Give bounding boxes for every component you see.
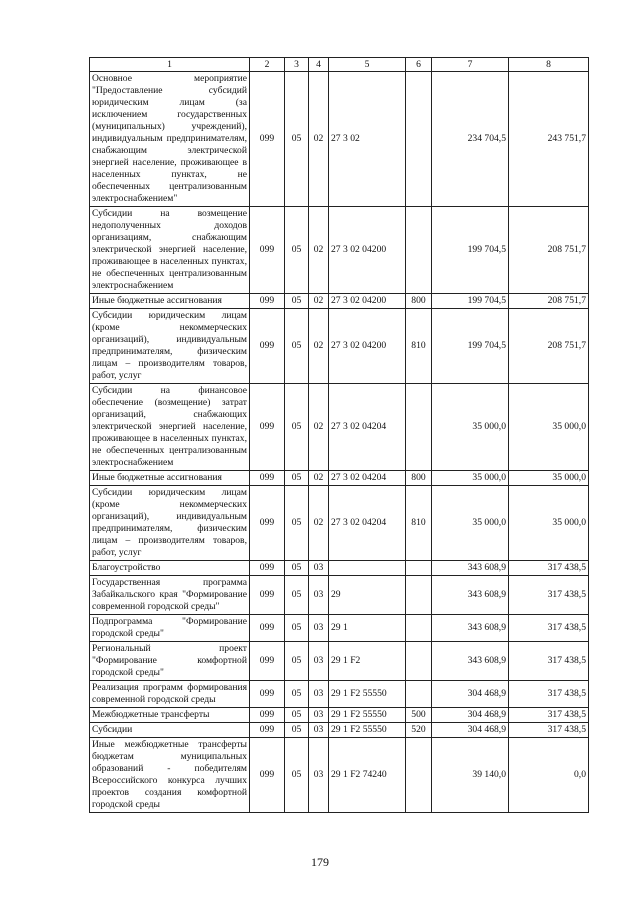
col-7-cell: 343 608,9 <box>432 615 509 642</box>
col-6-cell <box>406 384 432 471</box>
col-8-cell: 243 751,7 <box>509 72 589 207</box>
table-row <box>90 72 589 207</box>
col-4-cell: 03 <box>309 708 329 723</box>
col-8-cell: 35 000,0 <box>509 486 589 561</box>
col-8-cell: 317 438,5 <box>509 576 589 615</box>
col-3-cell: 05 <box>285 561 309 576</box>
col-3-cell: 05 <box>285 723 309 738</box>
col-5-cell: 27 3 02 04204 <box>329 486 406 561</box>
col-2-cell: 099 <box>250 723 285 738</box>
col-4-cell: 03 <box>309 723 329 738</box>
col-5-cell: 27 3 02 04200 <box>329 309 406 384</box>
col-3-cell: 05 <box>285 384 309 471</box>
col-4-cell: 03 <box>309 615 329 642</box>
col-3-cell: 05 <box>285 471 309 486</box>
header-cell: 3 <box>285 58 309 72</box>
col-3-cell: 05 <box>285 207 309 294</box>
table-row <box>90 471 589 486</box>
table-row <box>90 309 589 384</box>
col-4-cell: 03 <box>309 642 329 681</box>
table-row <box>90 723 589 738</box>
table-row <box>90 642 589 681</box>
col-7-cell: 35 000,0 <box>432 486 509 561</box>
col-6-cell: 810 <box>406 309 432 384</box>
budget-table <box>89 57 589 813</box>
header-cell: 4 <box>309 58 329 72</box>
col-7-cell: 304 468,9 <box>432 723 509 738</box>
col-7-cell: 35 000,0 <box>432 471 509 486</box>
row-name-cell: Основное мероприятие "Предоставление субсидий юридическим лицам (за исключением государственных (муниципальных) учреждений), индивидуальным предпринимателям, снабжающим электрической энергией население, проживающее в населенных пунктах, не обеспеченных централизованным электроснабжением" <box>90 72 250 207</box>
col-3-cell: 05 <box>285 615 309 642</box>
col-4-cell: 03 <box>309 738 329 813</box>
col-5-cell: 27 3 02 04204 <box>329 471 406 486</box>
table-row <box>90 384 589 471</box>
col-2-cell: 099 <box>250 642 285 681</box>
header-cell: 8 <box>509 58 589 72</box>
col-8-cell: 0,0 <box>509 738 589 813</box>
col-6-cell: 800 <box>406 471 432 486</box>
col-5-cell: 29 1 F2 55550 <box>329 723 406 738</box>
row-name-cell: Субсидии на финансовое обеспечение (возмещение) затрат организаций, снабжающих электрической энергией население, проживающее в населенных пунктах, не обеспеченных централизованным электроснабжением <box>90 384 250 471</box>
col-7-cell: 343 608,9 <box>432 642 509 681</box>
col-6-cell: 500 <box>406 708 432 723</box>
col-2-cell: 099 <box>250 294 285 309</box>
col-8-cell: 208 751,7 <box>509 309 589 384</box>
header-row <box>90 58 589 72</box>
col-2-cell: 099 <box>250 471 285 486</box>
table-row <box>90 486 589 561</box>
col-8-cell: 317 438,5 <box>509 723 589 738</box>
table-row <box>90 681 589 708</box>
row-name-cell: Иные межбюджетные трансферты бюджетам муниципальных образований - победителям Всероссийского конкурса лучших проектов создания комфортной городской среды <box>90 738 250 813</box>
col-2-cell: 099 <box>250 72 285 207</box>
col-3-cell: 05 <box>285 486 309 561</box>
col-4-cell: 02 <box>309 486 329 561</box>
header-cell: 2 <box>250 58 285 72</box>
col-3-cell: 05 <box>285 681 309 708</box>
col-5-cell: 29 1 F2 74240 <box>329 738 406 813</box>
row-name-cell: Региональный проект "Формирование комфортной городской среды" <box>90 642 250 681</box>
col-2-cell: 099 <box>250 738 285 813</box>
col-2-cell: 099 <box>250 486 285 561</box>
col-6-cell <box>406 72 432 207</box>
col-4-cell: 02 <box>309 471 329 486</box>
col-5-cell: 29 1 F2 <box>329 642 406 681</box>
col-7-cell: 199 704,5 <box>432 309 509 384</box>
col-2-cell: 099 <box>250 309 285 384</box>
col-2-cell: 099 <box>250 681 285 708</box>
col-8-cell: 35 000,0 <box>509 384 589 471</box>
col-7-cell: 343 608,9 <box>432 561 509 576</box>
table-row <box>90 576 589 615</box>
col-3-cell: 05 <box>285 309 309 384</box>
row-name-cell: Иные бюджетные ассигнования <box>90 294 250 309</box>
row-name-cell: Реализация программ формирования современной городской среды <box>90 681 250 708</box>
header-cell: 6 <box>406 58 432 72</box>
col-8-cell: 317 438,5 <box>509 642 589 681</box>
page-number: 179 <box>311 855 329 869</box>
col-7-cell: 199 704,5 <box>432 294 509 309</box>
col-2-cell: 099 <box>250 615 285 642</box>
col-7-cell: 234 704,5 <box>432 72 509 207</box>
col-4-cell: 02 <box>309 72 329 207</box>
col-5-cell: 29 1 F2 55550 <box>329 708 406 723</box>
col-6-cell: 520 <box>406 723 432 738</box>
col-8-cell: 208 751,7 <box>509 207 589 294</box>
col-5-cell: 29 <box>329 576 406 615</box>
col-6-cell: 810 <box>406 486 432 561</box>
table-row <box>90 708 589 723</box>
col-6-cell <box>406 615 432 642</box>
col-5-cell: 27 3 02 <box>329 72 406 207</box>
col-8-cell: 35 000,0 <box>509 471 589 486</box>
col-5-cell: 27 3 02 04200 <box>329 207 406 294</box>
col-8-cell: 317 438,5 <box>509 561 589 576</box>
header-cell: 5 <box>329 58 406 72</box>
table-row <box>90 738 589 813</box>
col-8-cell: 317 438,5 <box>509 615 589 642</box>
col-5-cell: 27 3 02 04204 <box>329 384 406 471</box>
col-2-cell: 099 <box>250 384 285 471</box>
col-6-cell <box>406 207 432 294</box>
col-7-cell: 304 468,9 <box>432 708 509 723</box>
col-7-cell: 304 468,9 <box>432 681 509 708</box>
col-3-cell: 05 <box>285 294 309 309</box>
col-2-cell: 099 <box>250 561 285 576</box>
col-4-cell: 03 <box>309 561 329 576</box>
table-row <box>90 561 589 576</box>
col-6-cell <box>406 642 432 681</box>
row-name-cell: Иные бюджетные ассигнования <box>90 471 250 486</box>
row-name-cell: Субсидии юридическим лицам (кроме некоммерческих организаций), индивидуальным предпринимателям, физическим лицам – производителям товаров, работ, услуг <box>90 309 250 384</box>
col-6-cell <box>406 681 432 708</box>
table-row <box>90 294 589 309</box>
col-4-cell: 02 <box>309 309 329 384</box>
row-name-cell: Субсидии юридическим лицам (кроме некоммерческих организаций), индивидуальным предпринимателям, физическим лицам – производителям товаров, работ, услуг <box>90 486 250 561</box>
col-3-cell: 05 <box>285 642 309 681</box>
col-7-cell: 39 140,0 <box>432 738 509 813</box>
header-cell: 1 <box>90 58 250 72</box>
row-name-cell: Субсидии <box>90 723 250 738</box>
col-4-cell: 02 <box>309 207 329 294</box>
col-7-cell: 343 608,9 <box>432 576 509 615</box>
col-4-cell: 02 <box>309 384 329 471</box>
row-name-cell: Благоустройство <box>90 561 250 576</box>
col-2-cell: 099 <box>250 207 285 294</box>
table-row <box>90 207 589 294</box>
col-3-cell: 05 <box>285 738 309 813</box>
col-5-cell: 27 3 02 04200 <box>329 294 406 309</box>
header-cell: 7 <box>432 58 509 72</box>
col-6-cell <box>406 738 432 813</box>
col-7-cell: 199 704,5 <box>432 207 509 294</box>
col-2-cell: 099 <box>250 576 285 615</box>
col-4-cell: 02 <box>309 294 329 309</box>
col-8-cell: 208 751,7 <box>509 294 589 309</box>
col-5-cell <box>329 561 406 576</box>
row-name-cell: Межбюджетные трансферты <box>90 708 250 723</box>
col-5-cell: 29 1 <box>329 615 406 642</box>
col-3-cell: 05 <box>285 708 309 723</box>
table-row <box>90 615 589 642</box>
col-4-cell: 03 <box>309 576 329 615</box>
row-name-cell: Субсидии на возмещение недополученных доходов организациям, снабжающим электрической энергией население, проживающее в населенных пунктах, не обеспеченных централизованным электроснабжением <box>90 207 250 294</box>
col-7-cell: 35 000,0 <box>432 384 509 471</box>
row-name-cell: Подпрограмма "Формирование городской среды" <box>90 615 250 642</box>
col-6-cell <box>406 576 432 615</box>
col-6-cell <box>406 561 432 576</box>
col-3-cell: 05 <box>285 576 309 615</box>
col-6-cell: 800 <box>406 294 432 309</box>
col-2-cell: 099 <box>250 708 285 723</box>
col-8-cell: 317 438,5 <box>509 681 589 708</box>
row-name-cell: Государственная программа Забайкальского края "Формирование современной городской среды" <box>90 576 250 615</box>
col-3-cell: 05 <box>285 72 309 207</box>
col-4-cell: 03 <box>309 681 329 708</box>
col-8-cell: 317 438,5 <box>509 708 589 723</box>
col-5-cell: 29 1 F2 55550 <box>329 681 406 708</box>
